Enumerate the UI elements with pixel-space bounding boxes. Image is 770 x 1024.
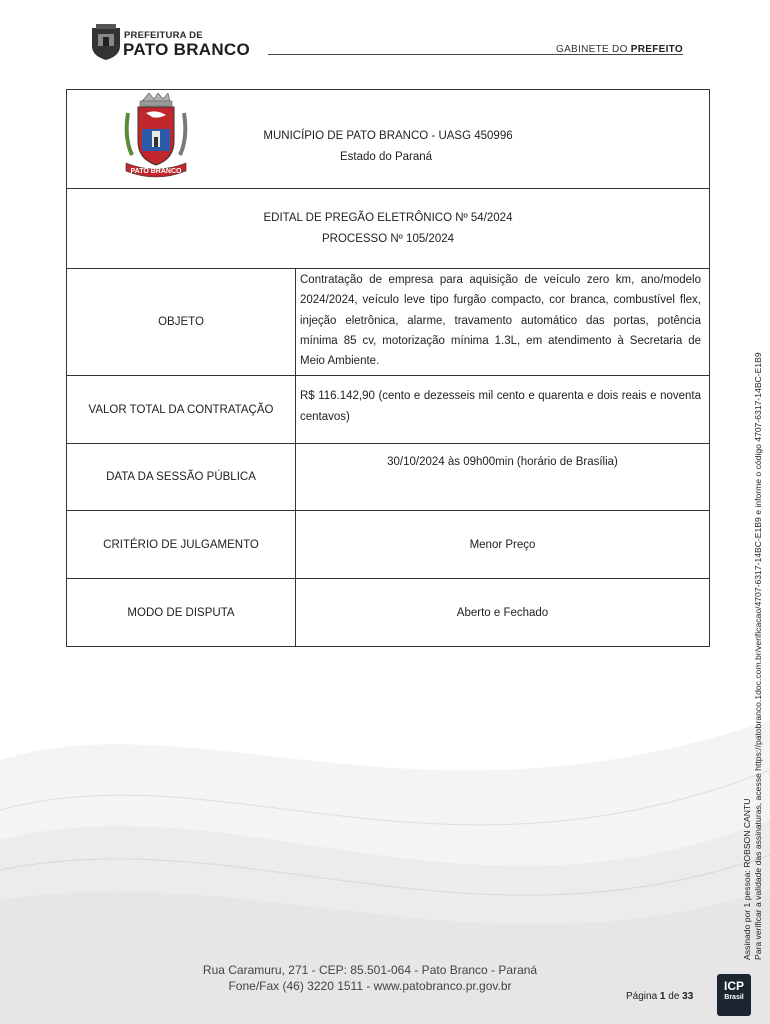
city-crest-logo xyxy=(86,22,126,62)
prefeito-label: PREFEITO xyxy=(630,44,683,55)
signature-signed-by: Assinado por 1 pessoa: ROBSON CANTU xyxy=(742,798,752,960)
modo-disputa-label: MODO DE DISPUTA xyxy=(67,579,296,647)
objeto-label: OBJETO xyxy=(67,269,296,376)
valor-label: VALOR TOTAL DA CONTRATAÇÃO xyxy=(67,376,296,444)
table-row-data-sessao xyxy=(67,444,710,511)
valor-value: R$ 116.142,90 (cento e dezesseis mil cento e quarenta e dois reais e noventa centavos) xyxy=(296,376,710,444)
icp-badge-title: ICP xyxy=(723,979,744,993)
criterio-value: Menor Preço xyxy=(296,511,710,579)
header-prefeitura-label: PREFEITURA DE xyxy=(124,30,203,41)
coat-banner-text: PATO BRANCO xyxy=(130,168,182,175)
table-row-modo-disputa xyxy=(67,579,710,647)
estado-label: Estado do Paraná xyxy=(340,151,433,163)
data-sessao-label: DATA DA SESSÃO PÚBLICA xyxy=(67,444,296,511)
data-sessao-value: 30/10/2024 às 09h00min (horário de Brasília) xyxy=(296,444,710,511)
objeto-value: Contratação de empresa para aquisição de veículo zero km, ano/modelo 2024/2024, veículo leve tipo furgão compacto, cor branca, combustível flex, injeção eletrônica, alarme, travamento automático das portas, potência mínima 85 cv, motorização mínima 1.3L, em atendimento à Secretaria de Meio Ambiente. xyxy=(296,269,710,376)
edital-summary-table xyxy=(66,89,710,647)
signature-verification-text xyxy=(742,352,764,960)
table-row-edital xyxy=(67,189,710,269)
icp-badge-subtitle: Brasil xyxy=(724,994,744,1001)
table-row-header xyxy=(67,90,710,189)
footer-contact: Fone/Fax (46) 3220 1511 - www.patobranco.pr.gov.br xyxy=(228,979,512,993)
page-number xyxy=(626,991,693,1002)
municipio-title: MUNICÍPIO DE PATO BRANCO - UASG 450996 xyxy=(263,130,513,142)
gabinete-label: GABINETE DO xyxy=(556,44,628,55)
page-total: 33 xyxy=(682,991,694,1002)
table-row-criterio xyxy=(67,511,710,579)
signature-verify-link[interactable]: Para verificar a validade das assinaturas, acesse https://patobranco.1doc.com.br/verificacao/4707-6317-14BC-E1B9 e informe o código 4707-6317-14BC-E1B9 xyxy=(753,352,763,960)
page-current: 1 xyxy=(659,991,666,1002)
footer-address: Rua Caramuru, 271 - CEP: 85.501-064 - Pato Branco - Paraná xyxy=(202,963,538,977)
edital-cell xyxy=(67,189,710,269)
processo-number: PROCESSO Nº 105/2024 xyxy=(321,232,455,245)
header-city-name: PATO BRANCO xyxy=(123,40,251,59)
municipio-cell xyxy=(67,90,710,189)
page-of: de xyxy=(668,991,680,1002)
page-prefix: Página xyxy=(626,991,658,1002)
table-row-valor xyxy=(67,376,710,444)
modo-disputa-value: Aberto e Fechado xyxy=(296,579,710,647)
header-gabinete xyxy=(556,44,683,55)
edital-title: EDITAL DE PREGÃO ELETRÔNICO Nº 54/2024 xyxy=(263,211,513,224)
criterio-label: CRITÉRIO DE JULGAMENTO xyxy=(67,511,296,579)
table-row-objeto xyxy=(67,269,710,376)
icp-brasil-badge xyxy=(717,974,751,1016)
